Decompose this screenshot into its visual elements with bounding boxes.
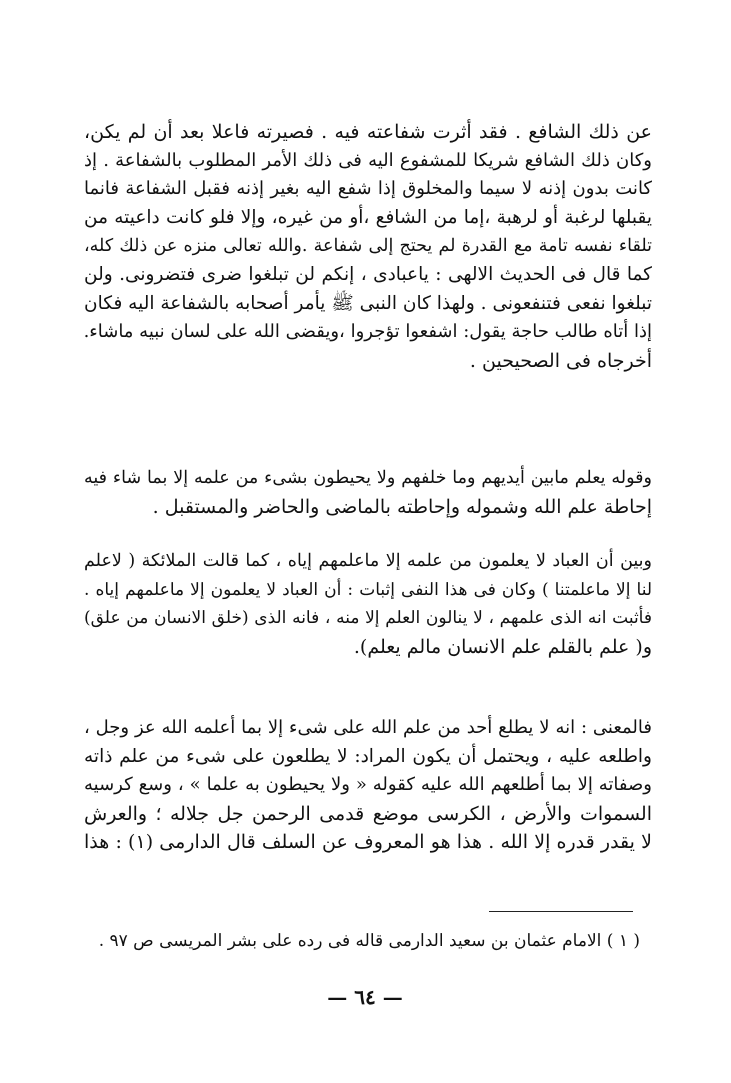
text-line: فالمعنى : انه لا يطلع أحد من علم الله على شىء إلا بما أعلمه الله عز وجل ، — [84, 717, 652, 738]
text-line: وقوله يعلم مابين أيديهم وما خلفهم ولا يحيطون بشىء من علمه إلا بما شاء فيه — [84, 468, 652, 488]
page-number: — ٦٤ — — [327, 985, 403, 1009]
text-line: تبلغوا نفعى فتنفعونى . ولهذا كان النبى ﷺ يأمر أصحابه بالشفاعة اليه فكان — [84, 292, 652, 314]
text-line: وصفاته إلا بما أطلعهم الله عليه كقوله « ولا يحيطون به علما » ، وسع كرسيه — [84, 774, 652, 796]
text-line: إذا أتاه طالب حاجة يقول: اشفعوا تؤجروا ،ويقضى الله على لسان نبيه ماشاء. — [84, 321, 652, 343]
text-line: لنا إلا ماعلمتنا ) وكان فى هذا النفى إثبات : أن العباد لا يعلمون إلا ماعلمهم إياه . — [84, 579, 652, 600]
text-line: كانت بدون إذنه لا سيما والمخلوق إذا شفع اليه بغير إذنه فقبل الشفاعة فانما — [84, 178, 652, 200]
text-line: إحاطة علم الله وشموله وإحاطته بالماضى والحاضر والمستقبل . — [152, 495, 652, 518]
text-line: السموات والأرض ، الكرسى موضع قدمى الرحمن جل جلاله ؛ والعرش — [84, 802, 652, 825]
text-line: يقبلها لرغبة أو لرهبة ،إما من الشافع ،أو من غيره، وإلا فلو كانت داعيته من — [84, 206, 652, 228]
footnote-divider — [489, 911, 633, 912]
text-line: لا يقدر قدره إلا الله . هذا هو المعروف عن السلف قال الدارمى (١) : هذا — [84, 831, 652, 854]
text-line: وبين أن العباد لا يعلمون من علمه إلا ماعلمهم إياه ، كما قالت الملائكة ( لاعلم — [84, 551, 652, 571]
text-line: تلقاء نفسه تامة مع القدرة لم يحتج إلى شفاعة .والله تعالى منزه عن ذلك كله، — [84, 236, 652, 257]
paragraph-shafaa — [84, 118, 652, 375]
text-line: وكان ذلك الشافع شريكا للمشفوع اليه فى ذلك الأمر المطلوب بالشفاعة . إذ — [84, 149, 652, 171]
text-line: فأثبت انه الذى علمهم ، لا ينالون العلم إلا منه ، فانه الذى (خلق الانسان من علق) — [84, 608, 652, 629]
text-line: واطلعه عليه ، ويحتمل أن يكون المراد: لا يطلعون على شىء من علم ذاته — [84, 745, 652, 767]
text-line: أخرجاه فى الصحيحين . — [469, 349, 652, 372]
text-line: و( علم بالقلم علم الانسان مالم يعلم). — [353, 635, 652, 658]
text-line: عن ذلك الشافع . فقد أثرت شفاعته فيه . فصيرته فاعلا بعد أن لم يكن، — [84, 121, 652, 143]
paragraph-ibad — [84, 547, 652, 661]
paragraph-yalamu — [84, 464, 652, 521]
footnote: ( ١ ) الامام عثمان بن سعيد الدارمى قاله فى رده على بشر المريسى ص ٩٧ . — [98, 931, 640, 951]
text-line: كما قال فى الحديث الالهى : ياعبادى ، إنكم لن تبلغوا ضرى فتضرونى. ولن — [84, 263, 652, 285]
paragraph-maana — [84, 714, 652, 857]
